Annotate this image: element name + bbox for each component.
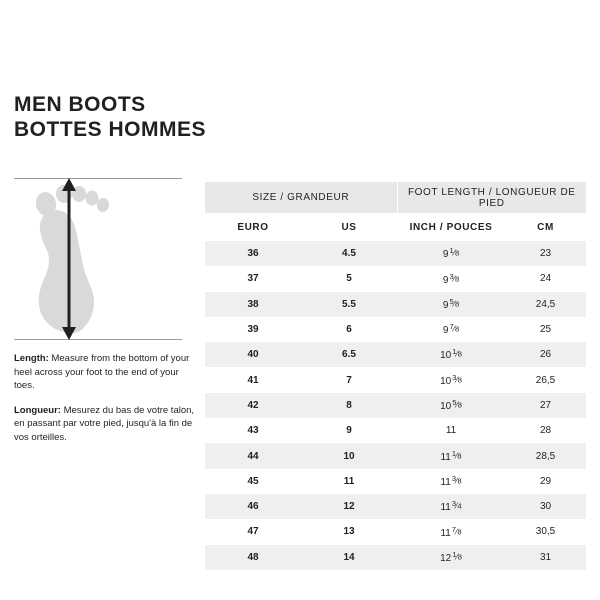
inch-whole: 11	[440, 501, 451, 513]
title-line-fr: BOTTES HOMMES	[14, 118, 207, 141]
cell-inch	[397, 266, 505, 291]
inch-fraction: $^7$⁄8	[449, 322, 460, 334]
column-header-cm: CM	[505, 213, 586, 241]
inch-fraction: $^1$⁄8	[452, 347, 462, 360]
inch-fraction: $^7$⁄8	[451, 524, 462, 537]
cell-inch	[397, 469, 505, 494]
cell-euro: 48	[205, 545, 301, 570]
inch-whole: 9	[442, 324, 449, 336]
page-title	[14, 92, 434, 142]
cell-euro: 43	[205, 418, 301, 443]
cell-us: 6.5	[301, 342, 397, 367]
inch-whole: 10	[440, 350, 452, 362]
table-row	[205, 519, 586, 544]
table-row	[205, 241, 586, 266]
cell-euro: 36	[205, 241, 301, 266]
cell-inch	[397, 393, 505, 418]
cell-cm: 28,5	[505, 443, 586, 468]
inch-whole: 9	[442, 249, 449, 261]
table-group-header-row	[205, 182, 586, 213]
bottom-rule-line	[14, 339, 182, 340]
inch-fraction: $^5$⁄8	[452, 398, 462, 410]
table-row	[205, 418, 586, 443]
table-row	[205, 266, 586, 291]
cell-cm: 28	[505, 418, 586, 443]
cell-inch	[397, 494, 505, 519]
cell-us: 5	[301, 266, 397, 291]
inch-whole: 11	[440, 527, 451, 539]
cell-cm: 30,5	[505, 519, 586, 544]
inch-whole: 11	[445, 425, 457, 437]
cell-euro: 44	[205, 443, 301, 468]
table-row	[205, 494, 586, 519]
cell-us: 14	[301, 545, 397, 570]
table-column-header-row	[205, 213, 586, 241]
inch-whole: 12	[440, 552, 452, 564]
cell-cm: 31	[505, 545, 586, 570]
cell-cm: 30	[505, 494, 586, 519]
table-row	[205, 545, 586, 570]
inch-fraction: $^1$⁄8	[452, 549, 462, 562]
cell-inch	[397, 317, 505, 342]
column-header-us: US	[301, 213, 397, 241]
cell-cm: 29	[505, 469, 586, 494]
group-header-footlength: FOOT LENGTH / LONGUEUR DE PIED	[397, 182, 586, 213]
cell-cm: 25	[505, 317, 586, 342]
table-row	[205, 317, 586, 342]
inch-fraction: $^3$⁄8	[449, 271, 460, 284]
inch-whole: 9	[442, 274, 449, 286]
cell-cm: 23	[505, 241, 586, 266]
table-row	[205, 342, 586, 367]
foot-measure-diagram	[14, 178, 204, 340]
group-header-size: SIZE / GRANDEUR	[205, 182, 397, 213]
table-body	[205, 241, 586, 570]
inch-fraction: $^1$⁄8	[451, 448, 462, 461]
cell-cm: 24	[505, 266, 586, 291]
cell-euro: 39	[205, 317, 301, 342]
cell-us: 8	[301, 393, 397, 418]
cell-inch	[397, 545, 505, 570]
cell-us: 5.5	[301, 292, 397, 317]
table-row	[205, 367, 586, 392]
inch-whole: 11	[440, 451, 451, 463]
cell-us: 10	[301, 443, 397, 468]
cell-cm: 26	[505, 342, 586, 367]
cell-inch	[397, 418, 505, 443]
cell-euro: 41	[205, 367, 301, 392]
note-length-en	[14, 352, 200, 393]
table-row	[205, 292, 586, 317]
cell-us: 13	[301, 519, 397, 544]
inch-whole: 11	[440, 476, 451, 488]
note-length-fr	[14, 404, 200, 445]
cell-cm: 24,5	[505, 292, 586, 317]
top-rule-line	[14, 178, 182, 179]
cell-euro: 40	[205, 342, 301, 367]
table-row	[205, 393, 586, 418]
cell-inch	[397, 443, 505, 468]
cell-us: 6	[301, 317, 397, 342]
cell-us: 9	[301, 418, 397, 443]
size-table-wrapper	[205, 182, 586, 570]
cell-euro: 45	[205, 469, 301, 494]
cell-us: 11	[301, 469, 397, 494]
cell-cm: 27	[505, 393, 586, 418]
inch-fraction: $^5$⁄8	[449, 296, 460, 309]
note-label-en: Length:	[14, 353, 49, 364]
cell-inch	[397, 241, 505, 266]
cell-euro: 37	[205, 266, 301, 291]
table-row	[205, 469, 586, 494]
inch-fraction: $^3$⁄4	[451, 499, 462, 511]
note-label-fr: Longueur:	[14, 404, 61, 416]
illustration-column	[14, 178, 204, 444]
cell-us: 4.5	[301, 241, 397, 266]
cell-euro: 46	[205, 494, 301, 519]
inch-fraction: $^1$⁄8	[449, 246, 460, 258]
cell-us: 7	[301, 367, 397, 392]
size-table	[205, 182, 586, 570]
note-text-fr: Mesurez du bas de votre talon, en passant par votre pied, jusqu'à la fin de vos orteilles.	[14, 404, 195, 443]
cell-euro: 47	[205, 519, 301, 544]
cell-us: 12	[301, 494, 397, 519]
inch-whole: 10	[440, 400, 452, 412]
inch-whole: 9	[442, 299, 449, 311]
cell-cm: 26,5	[505, 367, 586, 392]
table-row	[205, 443, 586, 468]
column-header-inch: INCH / POUCES	[397, 213, 505, 241]
cell-inch	[397, 519, 505, 544]
title-line-en: MEN BOOTS	[14, 93, 146, 116]
column-header-euro: EURO	[205, 213, 301, 241]
cell-euro: 38	[205, 292, 301, 317]
inch-fraction: $^3$⁄8	[451, 473, 462, 486]
inch-whole: 10	[440, 375, 452, 387]
note-text-en: Measure from the bottom of your heel across your foot to the end of your toes.	[14, 353, 190, 391]
cell-inch	[397, 342, 505, 367]
inch-fraction: $^3$⁄8	[452, 372, 462, 385]
cell-inch	[397, 367, 505, 392]
cell-inch	[397, 292, 505, 317]
cell-euro: 42	[205, 393, 301, 418]
length-arrow-icon	[54, 178, 84, 340]
